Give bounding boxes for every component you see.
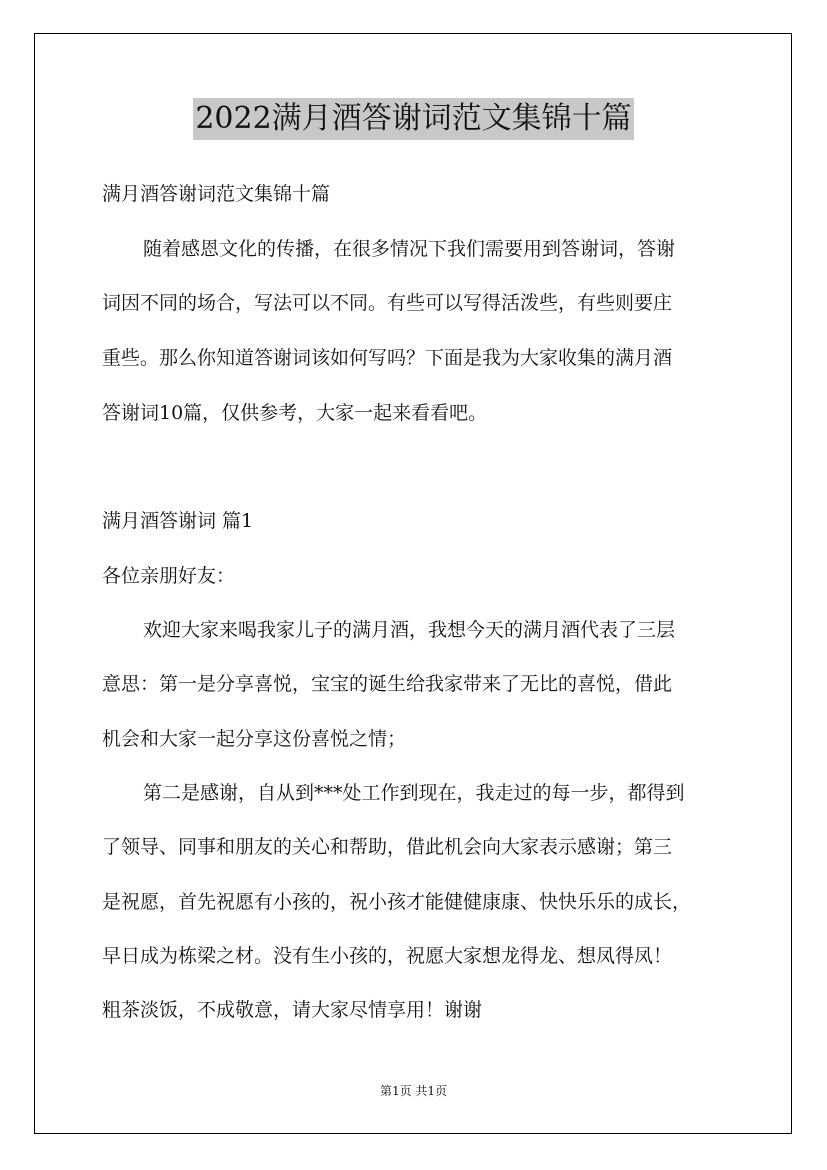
body-line-6: 是祝愿，首先祝愿有小孩的，祝小孩才能健健康康、快快乐乐的成长， [102, 891, 692, 913]
intro-line-1: 随着感恩文化的传播，在很多情况下我们需要用到答谢词，答谢 [143, 238, 676, 260]
body-line-4: 第二是感谢，自从到***处工作到现在，我走过的每一步，都得到 [143, 782, 685, 804]
document-subtitle: 满月酒答谢词范文集锦十篇 [102, 183, 331, 205]
intro-line-4: 答谢词10篇，仅供参考，大家一起来看看吧。 [102, 402, 488, 424]
document-title: 2022满月酒答谢词范文集锦十篇 [193, 98, 633, 140]
intro-line-3: 重些。那么你知道答谢词该如何写吗？下面是我为大家收集的满月酒 [102, 347, 673, 369]
body-line-8: 粗茶淡饭，不成敬意，请大家尽情享用！谢谢 [102, 999, 483, 1021]
title-container [0, 98, 827, 140]
body-line-7: 早日成为栋梁之材。没有生小孩的，祝愿大家想龙得龙、想凤得凤！ [102, 945, 673, 967]
body-line-1: 欢迎大家来喝我家儿子的满月酒，我想今天的满月酒代表了三层 [143, 619, 676, 641]
section-heading: 满月酒答谢词 篇1 [102, 510, 254, 532]
body-line-5: 了领导、同事和朋友的关心和帮助，借此机会向大家表示感谢；第三 [102, 836, 673, 858]
body-line-2: 意思：第一是分享喜悦，宝宝的诞生给我家带来了无比的喜悦，借此 [102, 673, 673, 695]
intro-line-2: 词因不同的场合，写法可以不同。有些可以写得活泼些，有些则要庄 [102, 292, 673, 314]
salutation: 各位亲朋好友： [102, 565, 236, 587]
page-footer: 第1页 共1页 [379, 1084, 448, 1098]
body-line-3: 机会和大家一起分享这份喜悦之情； [102, 728, 407, 750]
